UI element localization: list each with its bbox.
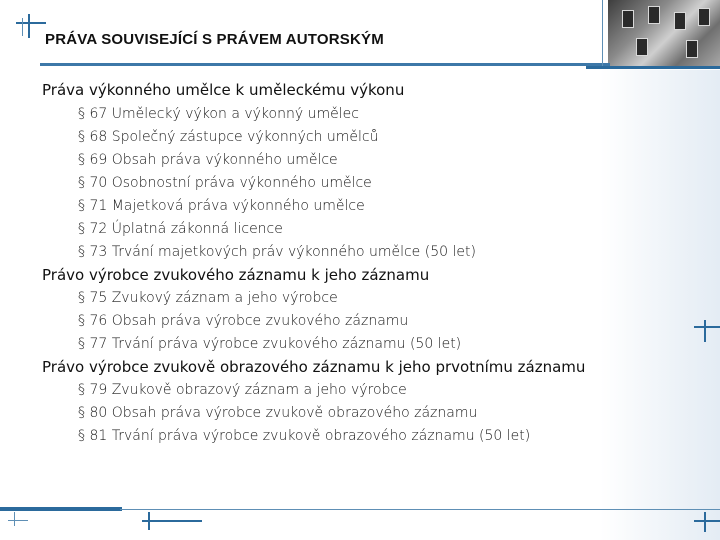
bottom-line xyxy=(120,509,720,510)
photo-divider xyxy=(602,0,603,66)
list-item: § 67 Umělecký výkon a výkonný umělec xyxy=(78,106,359,122)
corner-thin-vertical xyxy=(22,18,23,36)
bottom-cross-horizontal xyxy=(142,520,202,522)
section-heading-performer: Práva výkonného umělce k uměleckému výkonu xyxy=(42,81,405,99)
corner-line-horizontal xyxy=(16,22,46,24)
list-item: § 79 Zvukově obrazový záznam a jeho výrobce xyxy=(78,382,407,398)
header-underline xyxy=(40,63,610,66)
list-item: § 77 Trvání práva výrobce zvukového záznamu (50 let) xyxy=(78,336,462,352)
bottom-left-tick-h xyxy=(8,520,28,521)
list-item: § 72 Úplatná zákonná licence xyxy=(78,221,283,237)
bottom-right-cross-vertical xyxy=(704,512,706,532)
bottom-left-bar xyxy=(0,507,122,511)
right-gradient-panel xyxy=(600,70,720,540)
list-item: § 68 Společný zástupce výkonných umělců xyxy=(78,129,379,145)
list-item: § 70 Osobnostní práva výkonného umělce xyxy=(78,175,372,191)
list-item: § 69 Obsah práva výkonného umělce xyxy=(78,152,338,168)
bottom-right-cross-horizontal xyxy=(694,520,720,522)
list-item: § 76 Obsah práva výrobce zvukového záznamu xyxy=(78,313,409,329)
section-heading-audiovisual-recording: Právo výrobce zvukově obrazového záznamu k jeho prvotnímu záznamu xyxy=(42,358,586,376)
header-underline-right xyxy=(586,66,720,69)
right-cross-vertical xyxy=(704,320,706,342)
list-item: § 80 Obsah práva výrobce zvukově obrazového záznamu xyxy=(78,405,478,421)
bottom-left-tick xyxy=(14,512,15,526)
right-cross-horizontal xyxy=(694,326,720,328)
list-item: § 71 Majetková práva výkonného umělce xyxy=(78,198,365,214)
list-item: § 73 Trvání majetkových práv výkonného umělce (50 let) xyxy=(78,244,476,260)
building-photo xyxy=(608,0,720,66)
page-title: PRÁVA SOUVISEJÍCÍ S PRÁVEM AUTORSKÝM xyxy=(45,31,384,48)
corner-line-vertical xyxy=(28,14,30,38)
list-item: § 75 Zvukový záznam a jeho výrobce xyxy=(78,290,338,306)
section-heading-sound-recording: Právo výrobce zvukového záznamu k jeho záznamu xyxy=(42,266,430,284)
list-item: § 81 Trvání práva výrobce zvukově obrazového záznamu (50 let) xyxy=(78,428,531,444)
